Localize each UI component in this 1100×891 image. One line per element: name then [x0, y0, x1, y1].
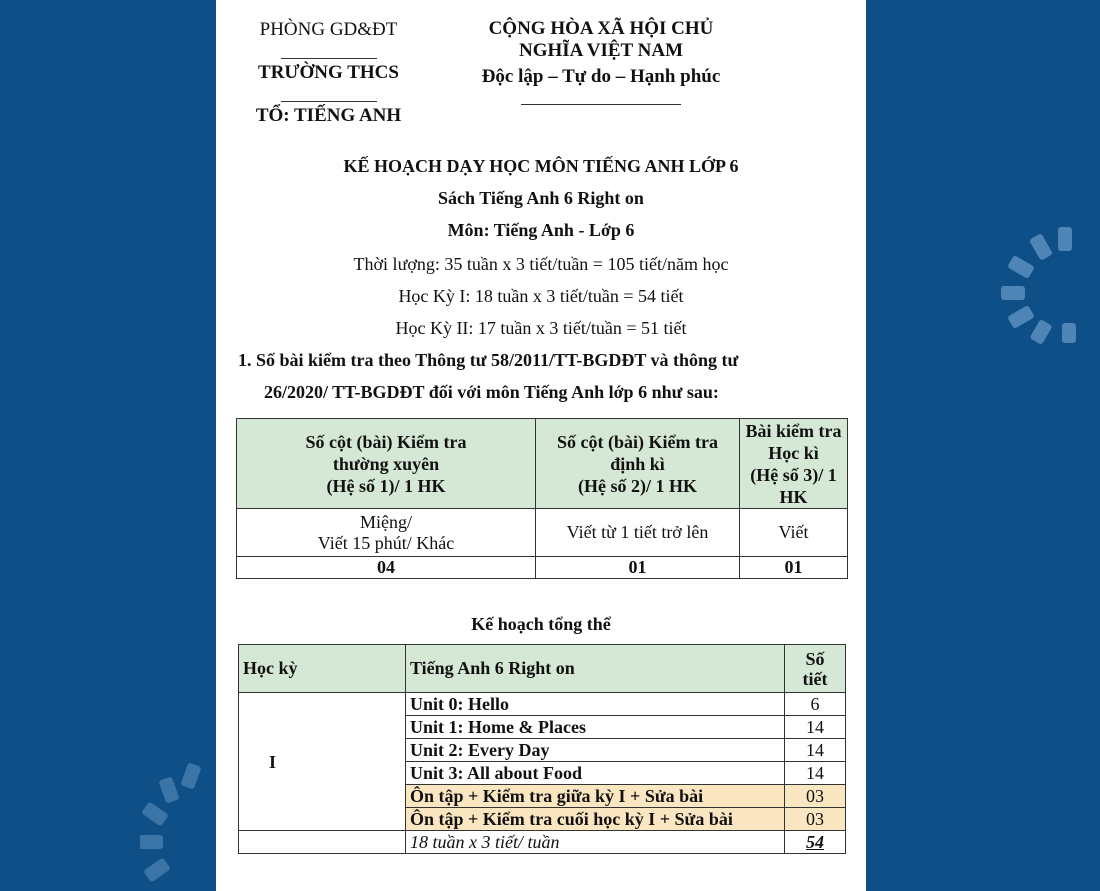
school-name: TRƯỜNG THCS	[258, 62, 399, 83]
term2-line: Học Kỳ II: 17 tuần x 3 tiết/tuần = 51 tiết	[395, 318, 687, 338]
unit-periods: 6	[785, 693, 846, 716]
section-1-line-2: 26/2020/ TT-BGDĐT đối với môn Tiếng Anh lớp 6 như sau:	[264, 382, 719, 402]
underline	[281, 58, 377, 59]
republic-line-1: CỘNG HÒA XÃ HỘI CHỦ	[488, 18, 714, 39]
table-header-row	[237, 419, 848, 509]
total-periods: 54	[785, 831, 846, 854]
header-cell	[740, 419, 848, 509]
table-cell	[237, 509, 536, 557]
table-cell: Viết	[740, 509, 848, 557]
header-periods	[785, 645, 846, 693]
header-text: Số	[805, 648, 825, 669]
header-left	[236, 18, 421, 128]
empty-cell	[239, 831, 406, 854]
table-row	[237, 509, 848, 557]
header-text: Học kì	[768, 442, 819, 463]
test-count-table	[236, 418, 848, 579]
overall-plan-title: Kế hoạch tổng thể	[471, 614, 611, 634]
unit-periods: 14	[785, 716, 846, 739]
group-name: TỔ: TIẾNG ANH	[255, 105, 402, 126]
header-text: thường xuyên	[332, 453, 440, 474]
unit-label: Unit 0: Hello	[406, 693, 785, 716]
total-label: 18 tuần x 3 tiết/ tuần	[406, 831, 785, 854]
table-cell: Viết từ 1 tiết trở lên	[536, 509, 740, 557]
decorative-ring-left	[140, 760, 220, 891]
table-row	[237, 557, 848, 579]
header-term: Học kỳ	[239, 645, 406, 693]
unit-label: Unit 2: Every Day	[406, 739, 785, 762]
plan-title: KẾ HOẠCH DẠY HỌC MÔN TIẾNG ANH LỚP 6	[343, 156, 739, 176]
underline	[281, 101, 377, 102]
header-cell	[536, 419, 740, 509]
header-cell	[237, 419, 536, 509]
republic-line-2: NGHĨA VIỆT NAM	[519, 40, 683, 61]
header-text: tiết	[802, 668, 828, 689]
header-text: (Hệ số 3)/ 1	[750, 464, 837, 485]
motto: Độc lập – Tự do – Hạnh phúc	[481, 66, 721, 87]
review-label: Ôn tập + Kiểm tra cuối học kỳ I + Sửa bài	[406, 808, 785, 831]
cell-text: Viết 15 phút/ Khác	[317, 532, 455, 553]
header-text: (Hệ số 1)/ 1 HK	[326, 475, 446, 496]
header-text: (Hệ số 2)/ 1 HK	[578, 475, 697, 496]
table-row	[239, 693, 846, 716]
table-cell: 04	[237, 557, 536, 579]
book-title: Sách Tiếng Anh 6 Right on	[438, 188, 644, 208]
header-text: Số cột (bài) Kiểm tra	[557, 431, 718, 452]
header-text: định kì	[610, 453, 665, 474]
subject-line: Môn: Tiếng Anh - Lớp 6	[447, 220, 635, 240]
table-header-row	[239, 645, 846, 693]
review-periods: 03	[785, 808, 846, 831]
duration-line: Thời lượng: 35 tuần x 3 tiết/tuần = 105 tiết/năm học	[353, 254, 729, 274]
table-row	[239, 831, 846, 854]
unit-label: Unit 3: All about Food	[406, 762, 785, 785]
table-cell: 01	[536, 557, 740, 579]
term-cell: I	[239, 693, 406, 831]
department-name: PHÒNG GD&ĐT	[259, 19, 398, 40]
header-text: Bài kiểm tra	[745, 420, 842, 441]
cell-text: Miệng/	[360, 511, 412, 532]
document-page	[216, 0, 866, 891]
table-cell: 01	[740, 557, 848, 579]
term1-line: Học Kỳ I: 18 tuần x 3 tiết/tuần = 54 tiết	[398, 286, 684, 306]
section-1-line-1: 1. Số bài kiểm tra theo Thông tư 58/2011/TT-BGDĐT và thông tư	[238, 350, 739, 370]
review-label: Ôn tập + Kiểm tra giữa kỳ I + Sửa bài	[406, 785, 785, 808]
overall-plan-table	[238, 644, 846, 854]
header-text: Số cột (bài) Kiểm tra	[305, 431, 467, 452]
header-book	[406, 645, 785, 693]
header-right	[466, 18, 736, 105]
underline	[521, 104, 681, 105]
unit-label: Unit 1: Home & Places	[406, 716, 785, 739]
unit-periods: 14	[785, 762, 846, 785]
unit-periods: 14	[785, 739, 846, 762]
decorative-ring-right	[1000, 225, 1100, 345]
header-text: HK	[779, 486, 808, 507]
review-periods: 03	[785, 785, 846, 808]
header-text: Tiếng Anh 6 Right on	[410, 658, 575, 678]
